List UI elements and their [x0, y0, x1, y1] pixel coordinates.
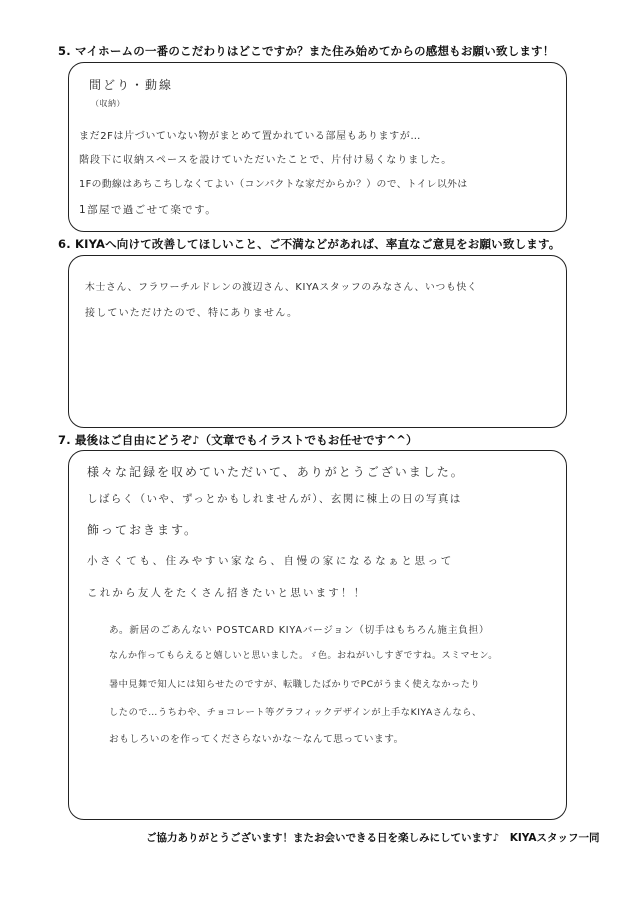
- question-7-answer-box: [68, 450, 567, 820]
- question-7-answer-line: なんか作ってもらえると嬉しいと思いました。ゞ色。おねがいしすぎですね。スミマセン。: [109, 651, 498, 661]
- question-7-heading: 7. 最後はご自由にどうぞ♪（文章でもイラストでもお任せです^^）: [58, 433, 418, 447]
- question-5-answer-line: 階段下に収納スペースを設けていただいたことで、片付け易くなりました。: [79, 155, 453, 166]
- question-7-answer-line: 暑中見舞で知人には知らせたのですが、転職したばかりでPCがうまく使えなかったり: [109, 679, 481, 690]
- question-5-answer-line: 1部屋で過ごせて楽です。: [79, 204, 218, 216]
- question-5-answer-line: 1Fの動線はあちこちしなくてよい（コンパクトな家だからか？）ので、トイレ以外は: [79, 179, 468, 190]
- question-6-answer-line: 接していただけたので、特にありません。: [85, 308, 299, 319]
- question-5-answer-line: まだ2Fは片づいていない物がまとめて置かれている部屋もありますが…: [79, 131, 421, 142]
- question-7-answer-line: 小さくても、住みやすい家なら、自慢の家になるなぁと思って: [87, 555, 454, 567]
- question-5-answer-line: 間どり・動線: [89, 78, 174, 92]
- question-7-answer-line: 様々な記録を収めていただいて、ありがとうございました。: [87, 465, 465, 479]
- question-7-answer-line: したので…うちわや、チョコレート等グラフィックデザインが上手なKIYAさんなら、: [109, 707, 482, 718]
- question-7-answer-line: あ。新居のごあんない POSTCARD KIYAバージョン（切手はもちろん施主負担）: [109, 625, 490, 636]
- question-7-answer-line: 飾っておきます。: [87, 523, 199, 537]
- question-5-answer-box: [68, 62, 567, 232]
- question-7-answer-line: しばらく（いや、ずっとかもしれませんが）、玄関に棟上の日の写真は: [87, 493, 462, 505]
- footer-thanks: ご協力ありがとうございます！またお会いできる日を楽しみにしています♪ KIYAスタッフ一同: [146, 832, 600, 844]
- question-6-heading: 6. KIYAへ向けて改善してほしいこと、ご不満などがあれば、率直なご意見をお願い致します。: [58, 237, 561, 251]
- question-6-answer-line: 木士さん、フラワーチルドレンの渡辺さん、KIYAスタッフのみなさん、いつも快く: [85, 282, 478, 293]
- question-5-heading: 5. マイホームの一番のこだわりはどこですか？また住み始めてからの感想もお願い致します！: [58, 44, 555, 58]
- question-7-answer-line: これから友人をたくさん招きたいと思います！！: [87, 587, 367, 599]
- question-7-answer-line: おもしろいのを作ってくださらないかな〜なんて思っています。: [109, 734, 404, 745]
- question-5-answer-line: （収納）: [91, 99, 125, 108]
- question-6-answer-box: [68, 255, 567, 428]
